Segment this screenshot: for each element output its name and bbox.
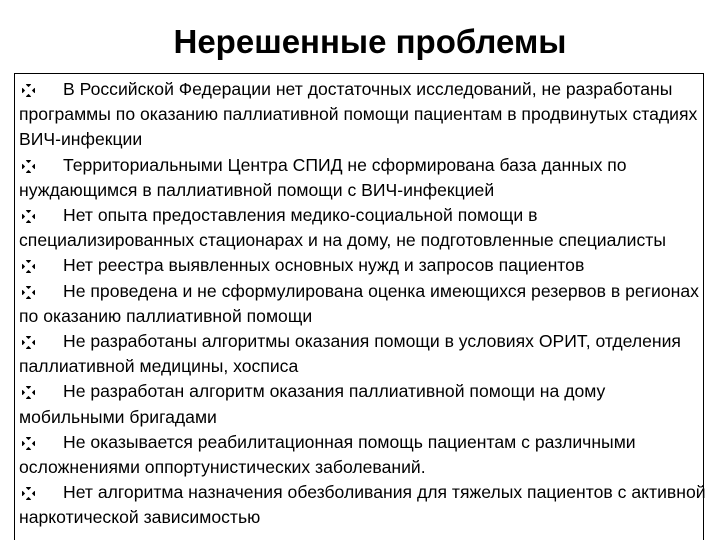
list-item-text: Не разработаны алгоритмы оказания помощи в условиях ОРИТ, отделения паллиативной медицины, хосписа (19, 331, 681, 377)
problem-list (19, 77, 709, 531)
list-item (19, 279, 709, 329)
list-item-text: Нет алгоритма назначения обезболивания для тяжелых пациентов с активной наркотической зависимостью (19, 482, 706, 528)
list-item (19, 77, 709, 153)
diamond-bullet-icon (19, 279, 63, 304)
list-item-text: В Российской Федерации нет достаточных исследований, не разработаны программы по оказанию паллиативной помощи пациентам в продвинутых стадиях ВИЧ-инфекции (19, 79, 698, 150)
list-item (19, 329, 709, 379)
diamond-bullet-icon (19, 480, 63, 505)
list-item-text: Не проведена и не сформулирована оценка имеющихся резервов в регионах по оказанию паллиативной помощи (19, 280, 699, 326)
list-item (19, 203, 709, 253)
diamond-bullet-icon (19, 153, 63, 178)
diamond-bullet-icon (19, 77, 63, 102)
list-item (19, 430, 709, 480)
list-item-text: Нет опыта предоставления медико-социальной помощи в специализированных стационарах и на дому, не подготовленные специалисты (19, 205, 666, 251)
list-item-text: Территориальными Центра СПИД не сформирована база данных по нуждающимся в паллиативной помощи с ВИЧ-инфекцией (19, 154, 627, 200)
list-item-text: Не разработан алгоритм оказания паллиативной помощи на дому мобильными бригадами (19, 381, 606, 427)
diamond-bullet-icon (19, 203, 63, 228)
list-item (19, 480, 709, 530)
diamond-bullet-icon (19, 253, 63, 278)
list-item-text: Нет реестра выявленных основных нужд и запросов пациентов (63, 255, 585, 276)
slide-title: Нерешенные проблемы (173, 23, 567, 60)
list-item (19, 379, 709, 429)
diamond-bullet-icon (19, 329, 63, 354)
diamond-bullet-icon (19, 430, 63, 455)
list-item (19, 153, 709, 203)
diamond-bullet-icon (19, 379, 63, 404)
list-item (19, 253, 709, 278)
list-item-text: Не оказывается реабилитационная помощь пациентам с различными осложнениями оппортунистических заболеваний. (19, 431, 636, 478)
